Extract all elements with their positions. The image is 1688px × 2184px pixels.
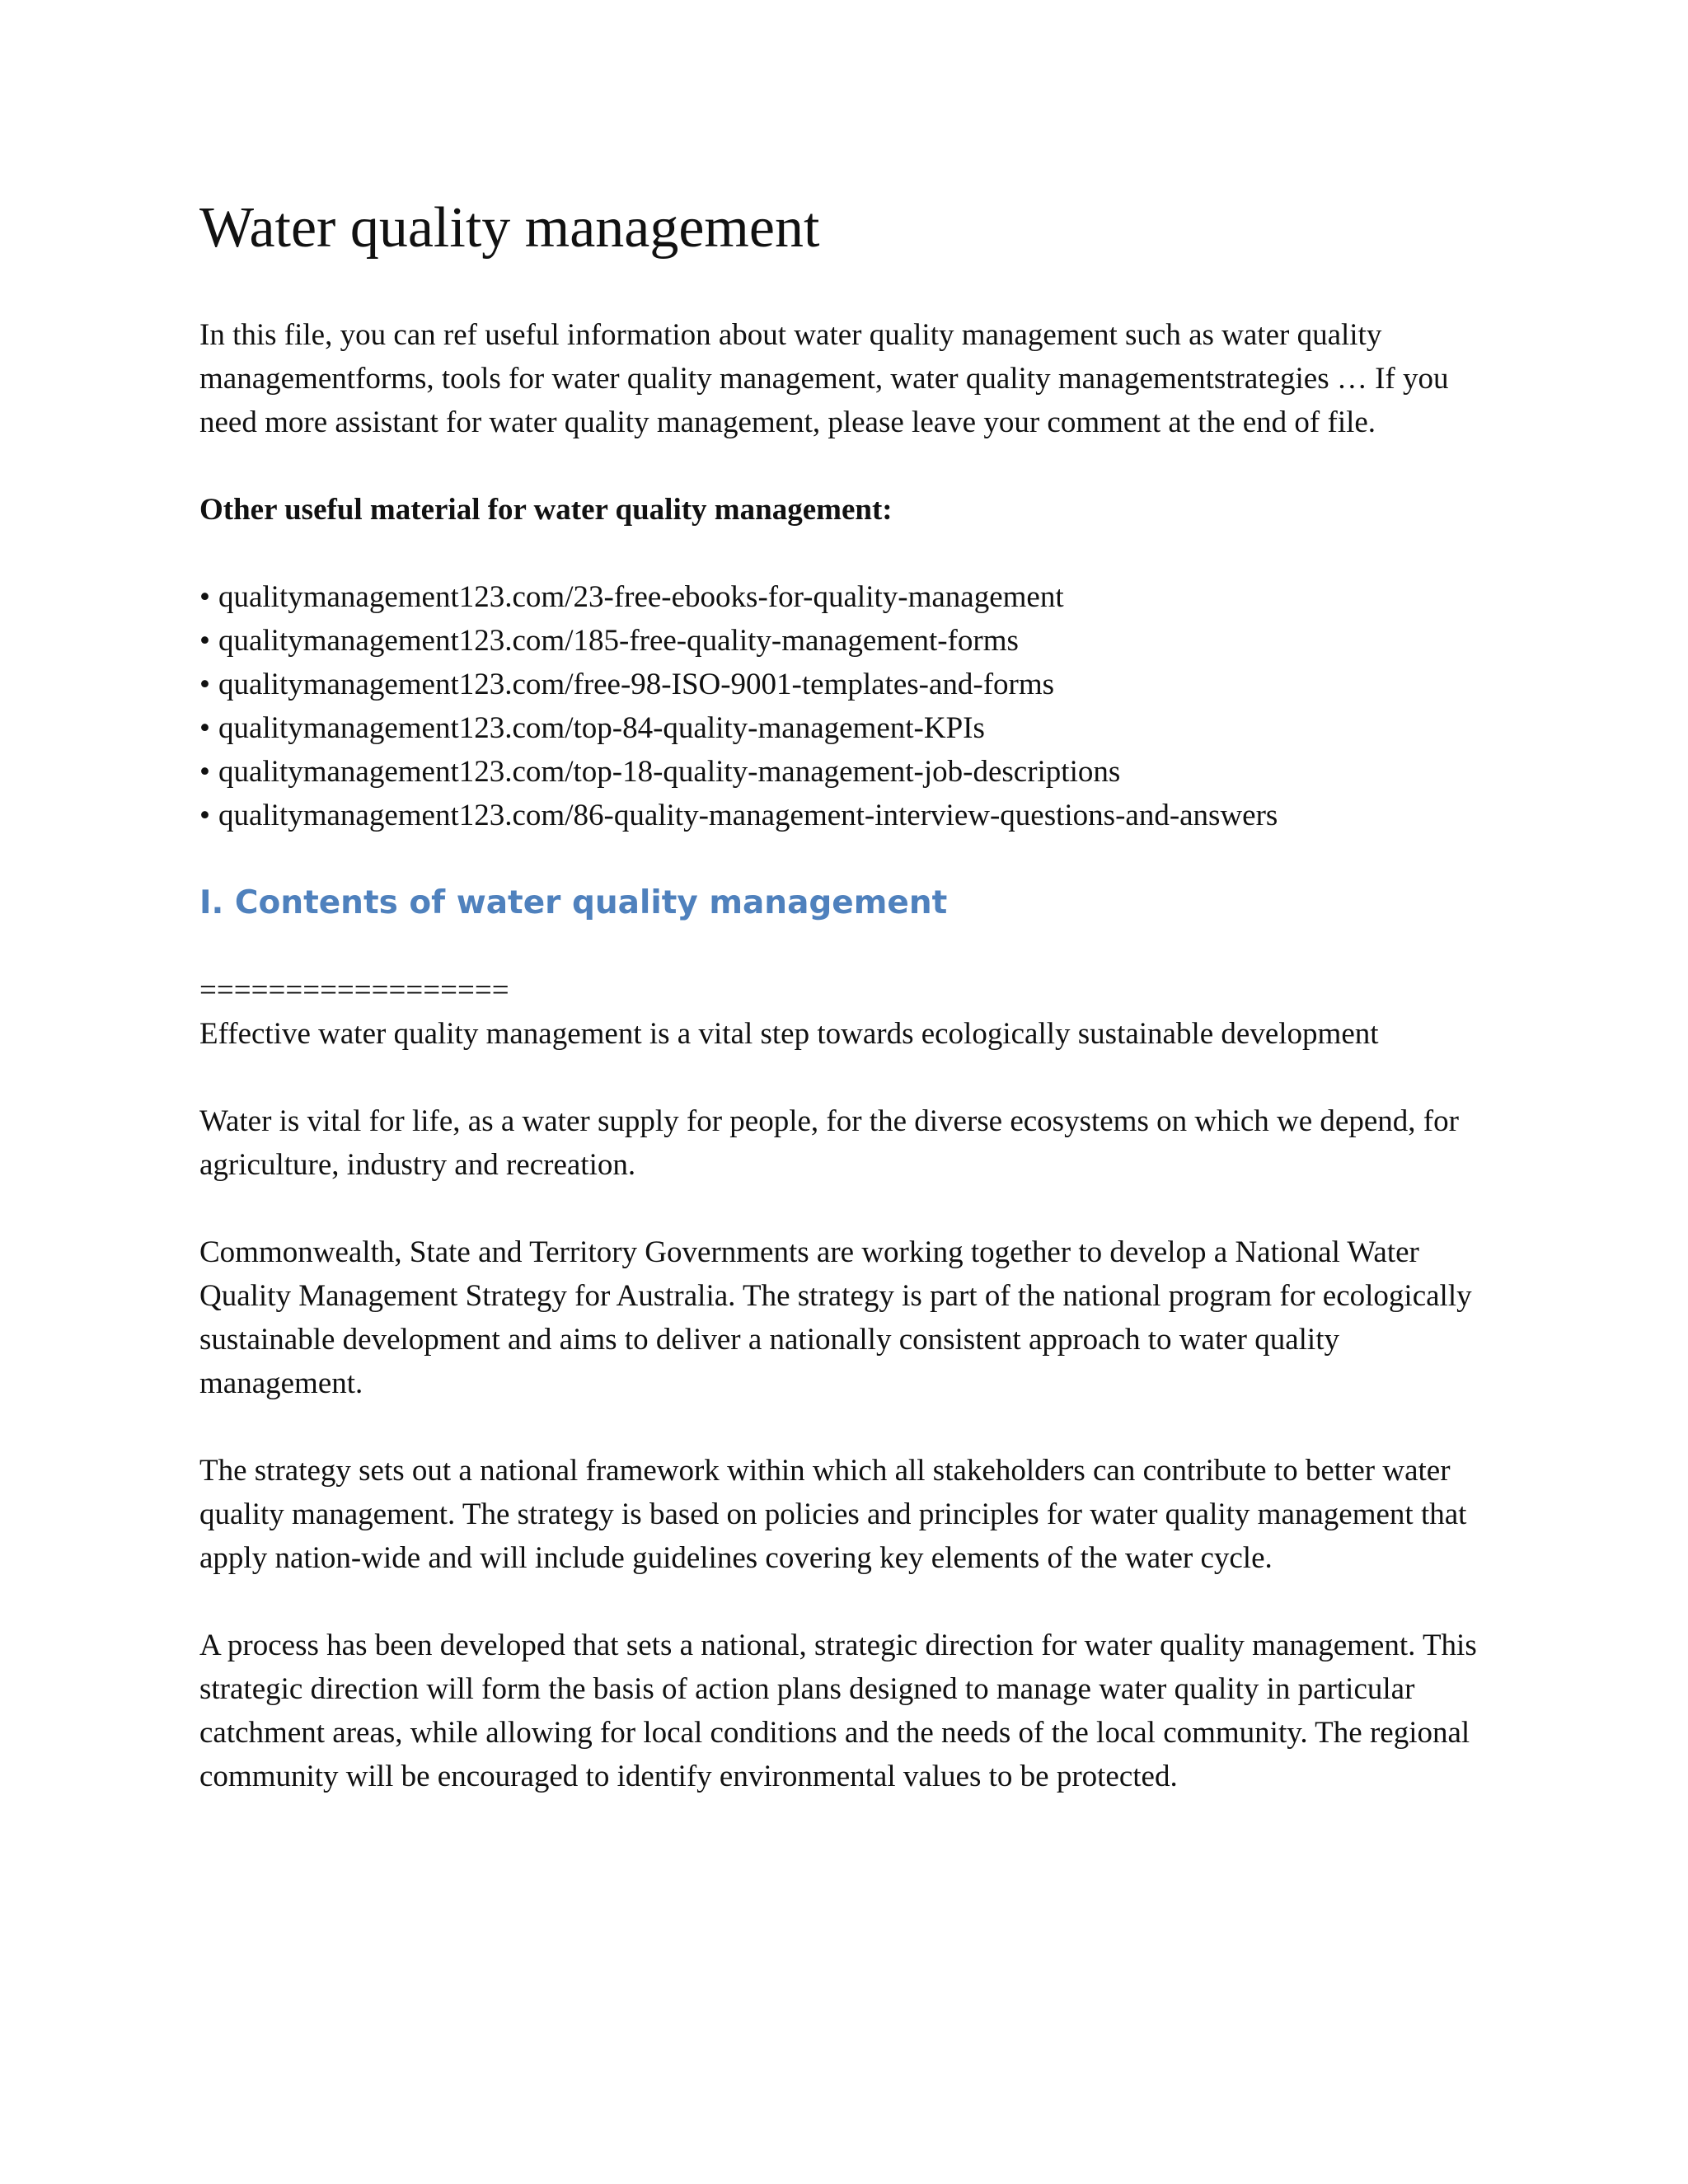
body-paragraph: The strategy sets out a national framework within which all stakeholders can contribute to better water quality management. The strategy is based on policies and principles for water quality management that apply nation-wide and will include guidelines covering key elements of the water cycle. [199, 1454, 1467, 1575]
link-text[interactable]: qualitymanagement123.com/top-18-quality-management-job-descriptions [218, 755, 1121, 789]
link-text[interactable]: qualitymanagement123.com/top-84-quality-management-KPIs [218, 711, 985, 745]
body-paragraph: Commonwealth, State and Territory Governments are working together to develop a National Water Quality Management Strategy for Australia. The strategy is part of the national program for ecologically sustainable development and aims to deliver a nationally consistent approach to water quality management. [199, 1235, 1472, 1400]
other-material-heading: Other useful material for water quality management: [199, 493, 893, 527]
list-item[interactable] [199, 794, 1502, 837]
bullet-icon: • [199, 580, 210, 614]
link-text[interactable]: qualitymanagement123.com/23-free-ebooks-for-quality-management [218, 580, 1064, 614]
link-text[interactable]: qualitymanagement123.com/free-98-ISO-9001-templates-and-forms [218, 668, 1055, 701]
body-paragraph: Water is vital for life, as a water supply for people, for the diverse ecosystems on which we depend, for agriculture, industry and recreation. [199, 1104, 1459, 1182]
bullet-icon: • [199, 668, 210, 701]
list-item[interactable] [199, 706, 1502, 750]
bullet-icon: • [199, 799, 210, 832]
bullet-icon: • [199, 711, 210, 745]
section-heading: I. Contents of water quality management [199, 884, 948, 921]
link-text[interactable]: qualitymanagement123.com/185-free-quality-management-forms [218, 624, 1019, 658]
body-paragraph: A process has been developed that sets a national, strategic direction for water quality management. This strategic direction will form the basis of action plans designed to manage water quality in particular catchment areas, while allowing for local conditions and the needs of the local community. The regional community will be encouraged to identify environmental values to be protected. [199, 1629, 1477, 1793]
list-item[interactable] [199, 619, 1502, 663]
link-text[interactable]: qualitymanagement123.com/86-quality-management-interview-questions-and-answers [218, 799, 1278, 832]
document-title: Water quality management [199, 196, 820, 260]
bullet-icon: • [199, 755, 210, 789]
list-item[interactable] [199, 750, 1502, 794]
list-item[interactable] [199, 663, 1502, 706]
intro-paragraph: In this file, you can ref useful information about water quality management such as water quality managementforms, tools for water quality management, water quality managementstrategies … If you need more assistant for water quality management, please leave your comment at the end of file. [199, 318, 1449, 439]
divider-line: ================== [199, 973, 509, 1007]
body-paragraph-lead: Effective water quality management is a vital step towards ecologically sustainable development [199, 1017, 1379, 1051]
document-page [199, 190, 1502, 1842]
list-item[interactable] [199, 575, 1502, 619]
useful-links-list [199, 575, 1502, 837]
bullet-icon: • [199, 624, 210, 658]
